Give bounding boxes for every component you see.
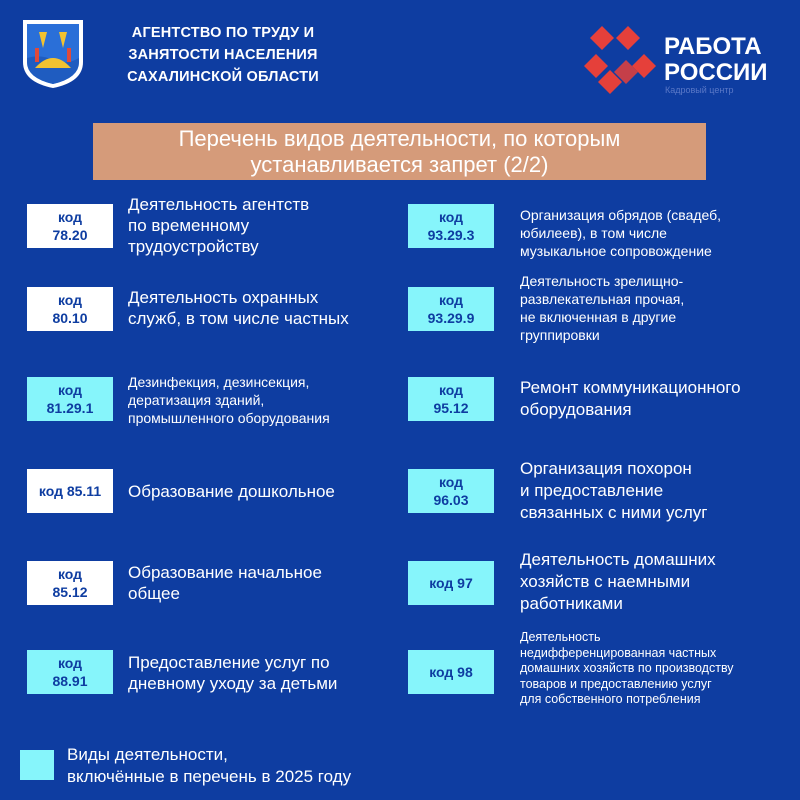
activity-code <box>408 650 494 694</box>
header <box>0 0 800 110</box>
code-label: код <box>438 382 464 398</box>
desc-line: общее <box>128 584 180 603</box>
activity-code <box>408 204 494 248</box>
code-value: 93.29.3 <box>427 227 475 243</box>
desc-line: Деятельность зрелищно- <box>520 273 684 289</box>
code-label: код <box>57 382 83 398</box>
sakhalin-coat-of-arms-icon <box>21 18 85 90</box>
brand-subtitle: Кадровый центр <box>665 85 734 95</box>
activity-code <box>408 561 494 605</box>
code-label: код <box>57 655 83 671</box>
title-line: Перечень видов деятельности, по которым <box>178 126 621 151</box>
code-label: код 97 <box>429 575 473 591</box>
desc-line: для собственного потребления <box>520 692 701 706</box>
code-label: код 85.11 <box>38 483 102 499</box>
code-label: код <box>57 566 83 582</box>
desc-line: дневному уходу за детьми <box>128 674 338 693</box>
brand-name <box>664 34 768 86</box>
code-value: 88.91 <box>52 673 88 689</box>
legend-swatch <box>20 750 54 780</box>
activity-code <box>27 650 113 694</box>
desc-line: Образование начальное <box>128 563 322 582</box>
agency-name <box>108 22 338 88</box>
code-label: код <box>57 292 83 308</box>
legend-line: Виды деятельности, <box>67 745 228 764</box>
activity-code <box>408 287 494 331</box>
code-value: 96.03 <box>433 492 469 508</box>
activity-description <box>128 652 337 694</box>
desc-line: домашних хозяйств по производству <box>520 661 734 675</box>
code-value: 93.29.9 <box>427 310 475 326</box>
activity-code <box>27 204 113 248</box>
desc-line: недифференцированная частных <box>520 645 717 660</box>
code-value: 95.12 <box>433 400 469 416</box>
desc-line: промышленного оборудования <box>128 410 330 426</box>
activity-code <box>27 377 113 421</box>
desc-line: Образование дошкольное <box>128 482 335 501</box>
desc-line: и предоставление <box>520 481 664 500</box>
brand-line: РОССИИ <box>664 59 768 86</box>
desc-line: оборудования <box>520 400 632 419</box>
desc-line: Организация обрядов (свадеб, <box>520 207 722 223</box>
code-label: код 98 <box>429 664 473 680</box>
activity-code <box>408 469 494 513</box>
code-value: 85.12 <box>52 584 88 600</box>
activity-description <box>128 481 335 502</box>
activity-description <box>520 377 741 421</box>
legend-line: включённые в перечень в 2025 году <box>67 767 352 786</box>
activity-description <box>520 549 716 615</box>
activity-description <box>128 287 349 329</box>
activity-description <box>520 206 721 260</box>
activity-code <box>27 561 113 605</box>
desc-line: группировки <box>520 327 600 343</box>
code-value: 80.10 <box>52 310 88 326</box>
desc-line: Предоставление услуг по <box>128 653 330 672</box>
desc-line: Деятельность <box>520 630 601 644</box>
code-value: 81.29.1 <box>46 400 94 416</box>
activity-description <box>128 562 322 604</box>
activity-code <box>408 377 494 421</box>
desc-line: хозяйств с наемными <box>520 572 691 591</box>
code-label: код <box>438 292 464 308</box>
activity-description <box>520 272 684 344</box>
desc-line: не включенная в другие <box>520 309 677 325</box>
desc-line: трудоустройству <box>128 237 259 256</box>
desc-line: связанных с ними услуг <box>520 503 708 522</box>
activity-description <box>128 194 309 257</box>
activity-description <box>520 630 734 708</box>
desc-line: музыкальное сопровождение <box>520 243 712 259</box>
brand-line: РАБОТА <box>664 33 762 60</box>
activity-description <box>128 373 330 427</box>
legend-text <box>67 744 351 788</box>
desc-line: Дезинфекция, дезинсекция, <box>128 374 310 390</box>
desc-line: Ремонт коммуникационного <box>520 378 741 397</box>
agency-line: АГЕНТСТВО ПО ТРУДУ И <box>131 25 315 41</box>
code-label: код <box>438 209 464 225</box>
desc-line: служб, в том числе частных <box>128 309 349 328</box>
desc-line: юбилеев), в том числе <box>520 225 667 241</box>
desc-line: по временному <box>128 216 250 235</box>
activity-description <box>520 458 707 524</box>
desc-line: Организация похорон <box>520 459 692 478</box>
desc-line: Деятельность агентств <box>128 195 310 214</box>
desc-line: дератизация зданий, <box>128 392 265 408</box>
activity-code <box>27 287 113 331</box>
title-line: устанавливается запрет (2/2) <box>250 152 549 177</box>
code-label: код <box>438 474 464 490</box>
desc-line: работниками <box>520 594 623 613</box>
page-title <box>93 123 706 180</box>
code-label: код <box>57 209 83 225</box>
code-value: 78.20 <box>52 227 88 243</box>
desc-line: развлекательная прочая, <box>520 291 685 307</box>
rabota-rossii-logo-icon <box>580 22 660 98</box>
agency-line: ЗАНЯТОСТИ НАСЕЛЕНИЯ <box>128 47 318 63</box>
desc-line: Деятельность охранных <box>128 288 319 307</box>
desc-line: товаров и предоставлению услуг <box>520 676 712 691</box>
activity-code <box>27 469 113 513</box>
agency-line: САХАЛИНСКОЙ ОБЛАСТИ <box>127 69 319 85</box>
desc-line: Деятельность домашних <box>520 550 716 569</box>
